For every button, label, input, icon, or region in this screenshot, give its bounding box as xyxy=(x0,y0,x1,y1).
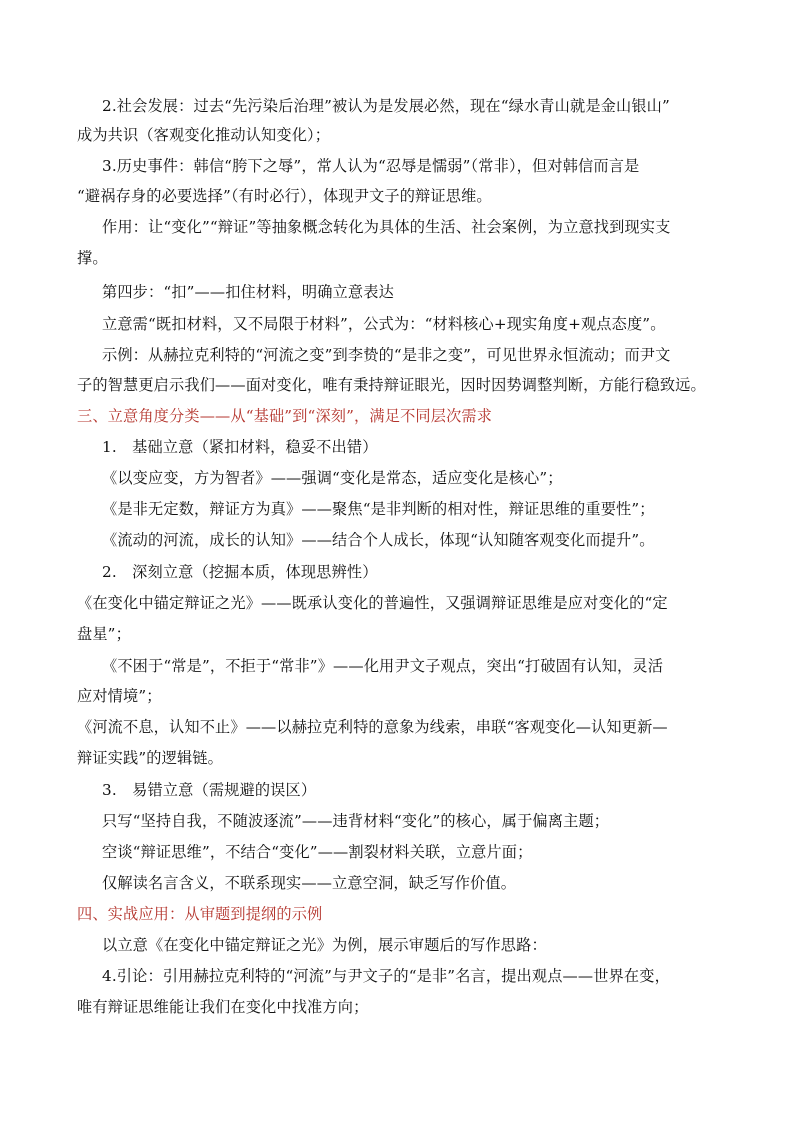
text-line: 2.社会发展：过去“先污染后治理”被认为是发展必然，现在“绿水青山就是金山银山” xyxy=(102,97,670,115)
text-line: 仅解读名言含义，不联系现实——立意空洞，缺乏写作价值。 xyxy=(102,874,517,892)
text-line: 4.引论：引用赫拉克利特的“河流”与尹文子的“是非”名言，提出观点——世界在变， xyxy=(102,967,670,985)
text-line: 空谈“辩证思维”，不结合“变化”——割裂材料关联，立意片面； xyxy=(102,843,533,861)
text-line: 《不困于“常是”，不拒于“常非”》——化用尹文子观点，突出“打破固有认知，灵活 xyxy=(102,657,664,675)
text-line: 3. 易错立意（需规避的误区） xyxy=(102,781,317,799)
text-line: 子的智慧更启示我们——面对变化，唯有秉持辩证眼光，因时因势调整判断，方能行稳致远。 xyxy=(77,376,706,394)
text-line: 撑。 xyxy=(77,249,108,267)
text-line: 2. 深刻立意（挖掘本质，体现思辨性） xyxy=(102,563,378,581)
text-line: 第四步：“扣”——扣住材料，明确立意表达 xyxy=(102,283,394,301)
text-line: 辩证实践”的逻辑链。 xyxy=(77,749,223,767)
text-line: 《流动的河流，成长的认知》——结合个人成长，体现“认知随客观变化而提升”。 xyxy=(102,531,655,549)
text-line: 盘星”； xyxy=(77,625,131,643)
text-line: 示例：从赫拉克利特的“河流之变”到李贽的“是非之变”，可见世界永恒流动；而尹文 xyxy=(102,346,671,364)
text-line: “避祸存身的必要选择”（有时必行），体现尹文子的辩证思维。 xyxy=(77,187,492,205)
text-line: 作用：让“变化”“辩证”等抽象概念转化为具体的生活、社会案例，为立意找到现实支 xyxy=(102,218,671,236)
section-heading: 四、实战应用：从审题到提纲的示例 xyxy=(77,905,323,923)
text-line: 以立意《在变化中锚定辩证之光》为例，展示审题后的写作思路： xyxy=(102,936,547,954)
text-line: 1. 基础立意（紧扣材料，稳妥不出错） xyxy=(102,438,378,456)
text-line: 应对情境”； xyxy=(77,687,162,705)
text-line: 立意需“既扣材料，又不局限于材料”，公式为：“材料核心+现实角度+观点态度”。 xyxy=(102,315,666,333)
text-line: 《是非无定数，辩证方为真》——聚焦“是非判断的相对性，辩证思维的重要性”； xyxy=(102,500,655,518)
text-line: 《以变应变，方为智者》——强调“变化是常态，适应变化是核心”； xyxy=(102,469,563,487)
text-line: 成为共识（客观变化推动认知变化）； xyxy=(77,126,331,144)
section-heading: 三、立意角度分类——从“基础”到“深刻”，满足不同层次需求 xyxy=(77,407,493,425)
text-line: 《在变化中锚定辩证之光》——既承认变化的普遍性，又强调辩证思维是应对变化的“定 xyxy=(77,594,668,612)
text-line: 3.历史事件：韩信“胯下之辱”，常人认为“忍辱是懦弱”（常非），但对韩信而言是 xyxy=(102,157,640,175)
text-line: 《河流不息，认知不止》——以赫拉克利特的意象为线索，串联“客观变化—认知更新— xyxy=(77,718,668,736)
text-line: 唯有辩证思维能让我们在变化中找准方向； xyxy=(77,998,369,1016)
text-line: 只写“坚持自我，不随波逐流”——违背材料“变化”的核心，属于偏离主题； xyxy=(102,812,610,830)
